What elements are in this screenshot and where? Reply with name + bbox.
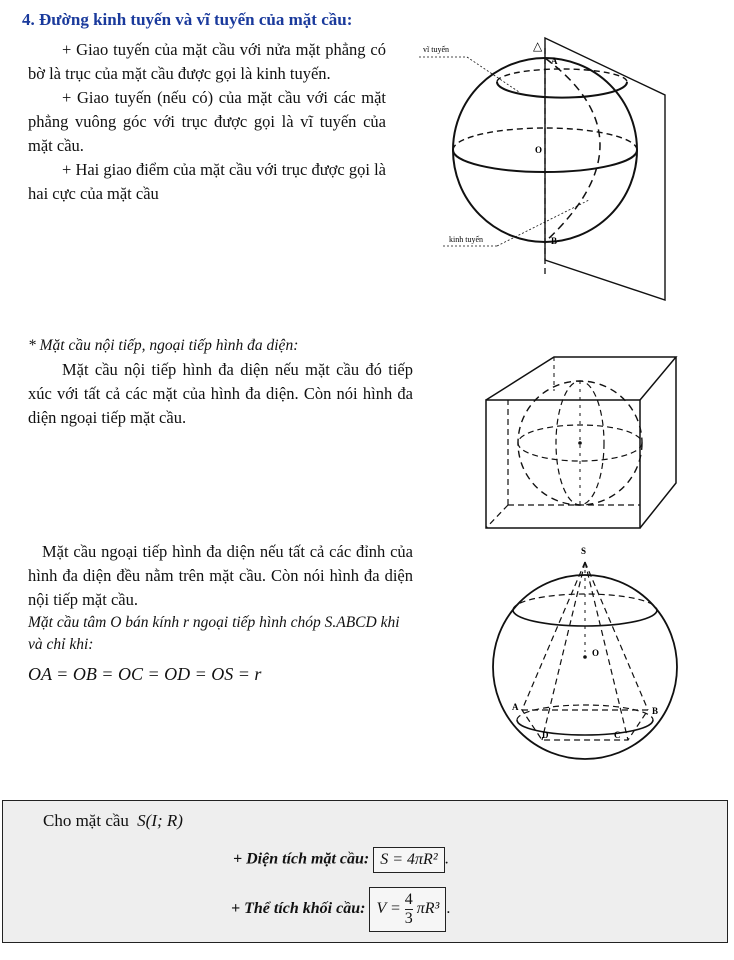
label-vertex-c: C <box>614 730 621 740</box>
volume-formula <box>369 887 446 932</box>
area-period: . <box>444 850 449 868</box>
area-formula: S = 4πR² <box>373 847 444 873</box>
pyramid-condition: Mặt cầu tâm O bán kính r ngoại tiếp hình chóp S.ABCD khi và chỉ khi: <box>28 614 400 653</box>
circumscribed-definition: Mặt cầu ngoại tiếp hình đa diện nếu tất cả các đỉnh của hình đa diện đều nằm trên mặt cầu. Còn nói hình đa diện nội tiếp mặt cầu. <box>28 542 413 609</box>
poles-definition: + Hai giao điểm của mặt cầu với trục được gọi là hai cực của mặt cầu <box>28 160 386 203</box>
fraction-denominator: 3 <box>404 910 413 927</box>
label-vertex-a: A <box>512 702 519 712</box>
inscribed-heading: * Mặt cầu nội tiếp, ngoại tiếp hình đa diện: <box>28 337 299 354</box>
volume-rhs: πR³ <box>416 900 440 918</box>
meridian-definition: + Giao tuyến của mặt cầu với nửa mặt phẳng có bờ là trục của mặt cầu được gọi là kinh tuyến. <box>28 40 386 83</box>
definitions-text <box>28 38 386 206</box>
parallel-definition: + Giao tuyến (nếu có) của mặt cầu với các mặt phẳng vuông góc với trục được gọi là vĩ tuyến của mặt cầu. <box>28 88 386 155</box>
sphere-meridian-figure <box>415 30 675 310</box>
section-title: 4. Đường kinh tuyến và vĩ tuyến của mặt cầu: <box>22 10 353 29</box>
label-center-o: O <box>592 648 600 658</box>
area-label: + Diện tích mặt cầu: <box>233 850 370 868</box>
label-pole-a: A <box>551 56 558 66</box>
volume-fraction <box>405 891 413 928</box>
equal-radius-formula: OA = OB = OC = OD = OS = r <box>28 664 262 684</box>
sphere-notation: S(I; R) <box>137 811 183 830</box>
volume-period: . <box>446 900 451 918</box>
formula-box <box>2 800 728 943</box>
label-pole-b: B <box>551 236 558 246</box>
area-formula-row <box>233 847 449 873</box>
half-plane <box>545 38 665 300</box>
inscribed-definition: Mặt cầu nội tiếp hình đa diện nếu mặt cầu đó tiếp xúc với tất cả các mặt của hình đa diện. Còn nói hình đa diện ngoại tiếp mặt cầu. <box>28 360 413 427</box>
label-center-o: O <box>535 145 543 155</box>
cube-inscribed-sphere-figure <box>480 355 700 540</box>
label-vi-tuyen: vĩ tuyến <box>423 45 449 54</box>
inscribed-text <box>28 334 413 430</box>
volume-lhs: V = <box>376 900 401 918</box>
label-delta: △ <box>533 39 543 53</box>
parallel-back <box>497 69 627 82</box>
label-vertex-b: B <box>652 706 659 716</box>
label-kinh-tuyen: kinh tuyến <box>449 235 483 244</box>
parallel-front <box>497 82 627 98</box>
cube-front-face <box>486 400 640 528</box>
volume-label: + Thể tích khối cầu: <box>231 900 366 918</box>
fraction-numerator: 4 <box>404 891 413 908</box>
label-apex-s: S <box>581 546 587 556</box>
meridian-curve <box>545 58 600 242</box>
intro-text: Cho mặt cầu <box>43 811 129 830</box>
kinh-tuyen-pointer <box>497 200 589 246</box>
label-vertex-d: D <box>542 730 549 740</box>
volume-formula-row <box>231 887 450 932</box>
circumscribed-text <box>28 540 413 686</box>
formula-box-intro <box>43 811 183 831</box>
sphere-pyramid-figure <box>480 542 700 764</box>
